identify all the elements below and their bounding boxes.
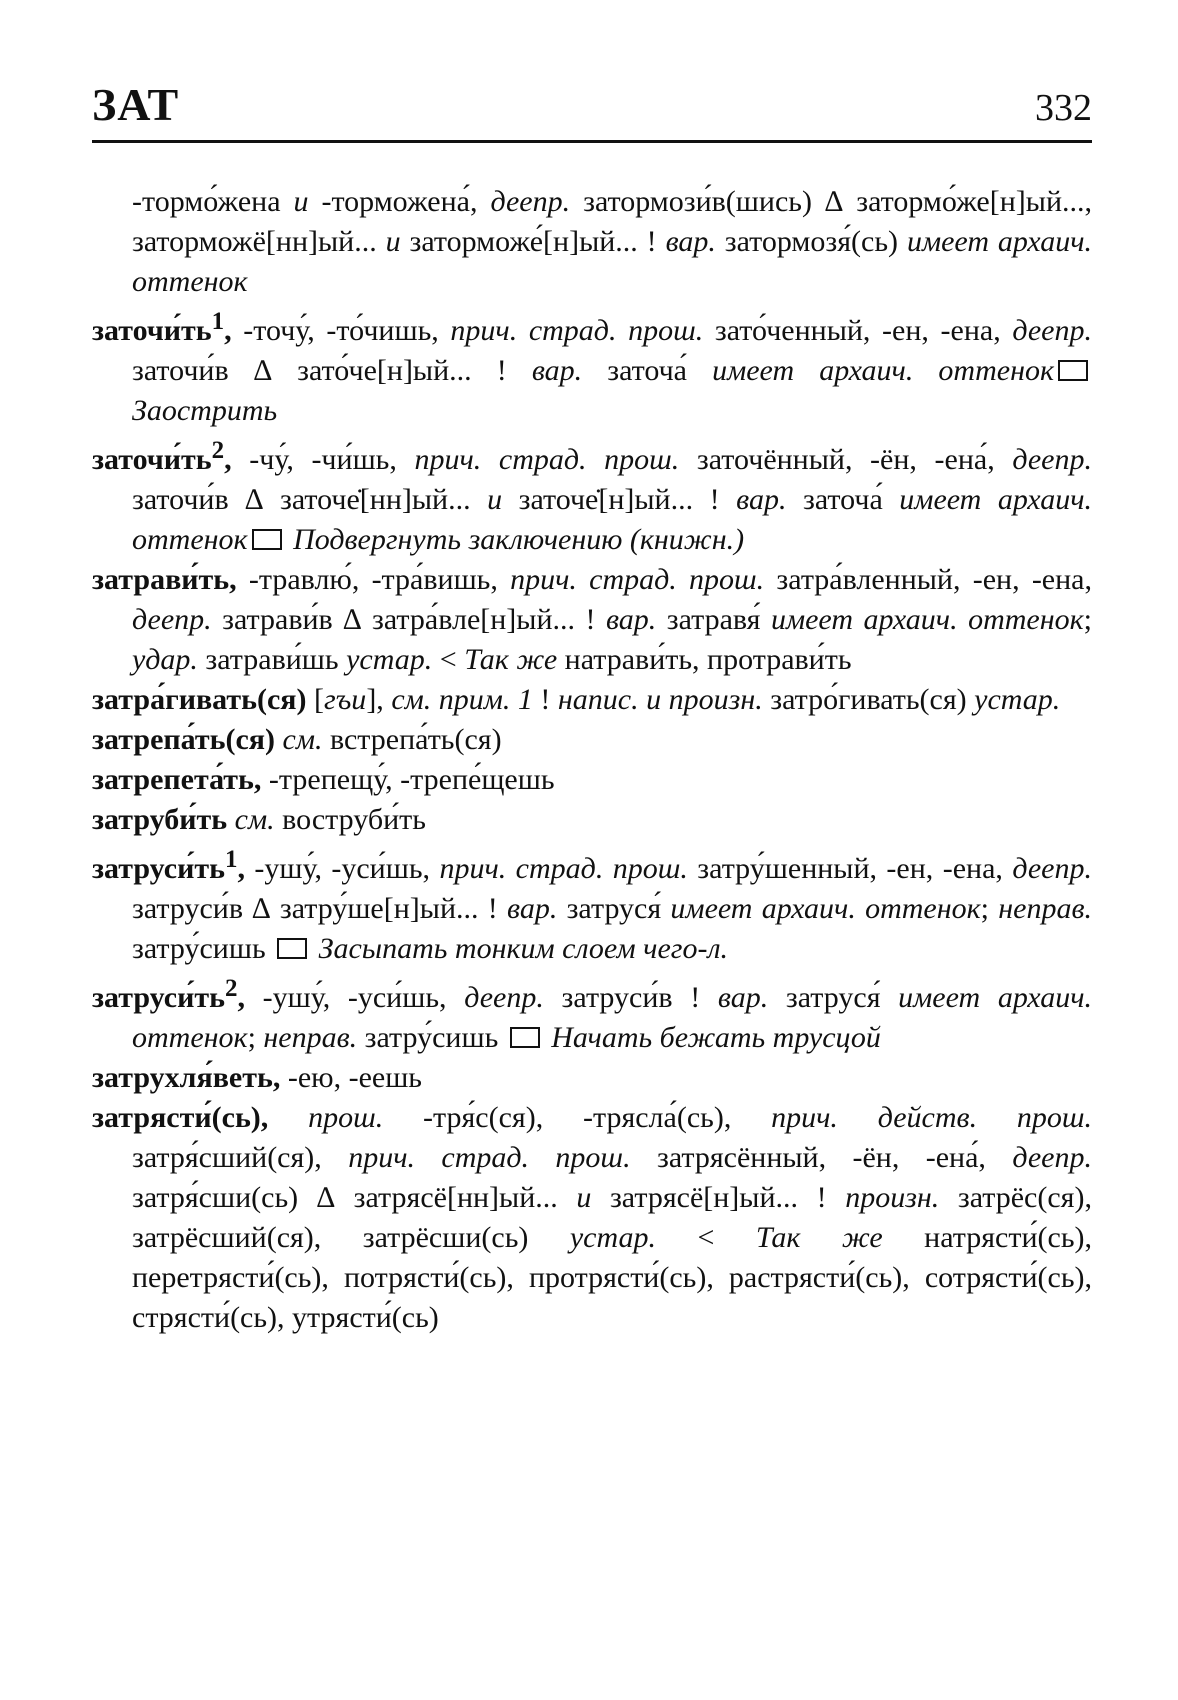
entry-text: затруси́в ! — [543, 981, 718, 1014]
label-italic: произн. — [845, 1181, 940, 1214]
entry-text: ; — [247, 1021, 264, 1054]
dictionary-entry — [92, 969, 1092, 1058]
entry-text: -трепещу́, -трепе́щешь — [261, 763, 555, 796]
label-italic: Так же — [755, 1221, 883, 1254]
headword: , — [224, 314, 232, 347]
label-italic: гъи — [324, 683, 367, 716]
label-italic: Заострить — [132, 394, 278, 427]
entry-text: -тря́с(ся), -трясла́(сь), — [383, 1101, 772, 1134]
dictionary-entry — [92, 1058, 1092, 1098]
label-italic: деепр. — [464, 981, 544, 1014]
entry-text — [227, 803, 235, 836]
label-italic: деепр. — [1012, 443, 1092, 476]
entry-text: затравя́ — [656, 603, 771, 636]
entry-text — [268, 1101, 308, 1134]
entry-text: -травлю́, -тра́вишь, — [236, 563, 511, 596]
label-italic: неправ. — [263, 1021, 358, 1054]
entry-text: заточи́в ∆ зато́че[н]ый... ! — [132, 354, 532, 387]
entry-text: затрясё[н]ый... ! — [591, 1181, 846, 1214]
entry-text: затря́сши(сь) ∆ затрясё[нн]ый... — [132, 1181, 577, 1214]
entry-text: заточа́ — [582, 354, 713, 387]
headword: затруби́ть — [92, 803, 228, 836]
homonym-index: 2 — [224, 975, 238, 1002]
entry-text: -ушу́, -уси́шь, — [244, 981, 465, 1014]
label-italic: и — [576, 1181, 592, 1214]
label-italic: имеет архаич. оттенок — [670, 892, 981, 925]
running-head-word: ЗАТ — [92, 79, 180, 130]
headword: , — [237, 852, 245, 885]
headword: затрепета́ть, — [92, 763, 262, 796]
label-italic: см. — [282, 723, 323, 756]
entry-text: затормози́в(шись) ∆ затормо́же[н]ый..., заторможё[нн]ый... — [132, 185, 1092, 258]
entry-text: натрави́ть, протрави́ть — [557, 643, 852, 676]
label-italic: вар. — [736, 483, 787, 516]
label-italic: устар. — [346, 643, 433, 676]
dictionary-entry — [92, 302, 1092, 431]
entry-text: воструби́ть — [274, 803, 426, 836]
label-italic: деепр. — [1012, 314, 1092, 347]
label-italic: деепр. — [490, 185, 571, 218]
entry-text: заторможе́[н]ый... ! — [400, 225, 666, 258]
headword: затруси́ть — [92, 981, 225, 1014]
label-italic: деепр. — [1012, 1141, 1092, 1174]
entry-text: -точу́, -то́чишь, — [231, 314, 451, 347]
dictionary-entry — [92, 800, 1092, 840]
headword: затрепа́ть(ся) — [92, 723, 276, 756]
definition-box-icon — [252, 529, 282, 550]
label-italic: Так же — [464, 643, 558, 676]
label-italic: и — [487, 483, 503, 516]
dictionary-entries — [92, 182, 1092, 1338]
entry-text: < — [432, 643, 465, 676]
headword: , — [237, 981, 245, 1014]
label-italic: имеет архаич. оттенок — [132, 225, 1093, 298]
label-italic: имеет архаич. оттенок — [132, 483, 1093, 556]
dictionary-entry — [92, 560, 1092, 680]
entry-text: затруси́в ∆ затру́ше[н]ый... ! — [132, 892, 507, 925]
dictionary-entry — [92, 760, 1092, 800]
homonym-index: 1 — [211, 308, 225, 335]
label-italic: Начать бежать трусцой — [551, 1021, 881, 1054]
entry-text: ], — [366, 683, 392, 716]
headword: затра́гивать(ся) — [92, 683, 307, 716]
entry-text: -ушу́, -уси́шь, — [244, 852, 440, 885]
entry-text: встрепа́ть(ся) — [322, 723, 502, 756]
dictionary-entry — [92, 720, 1092, 760]
label-italic: прич. страд. прош. — [414, 443, 680, 476]
entry-text: затрави́в ∆ затра́вле[н]ый... ! — [211, 603, 606, 636]
label-italic: неправ. — [998, 892, 1092, 925]
label-italic: вар. — [665, 225, 716, 258]
dictionary-entry — [92, 431, 1092, 560]
entry-text: затра́вленный, -ен, -ена, — [764, 563, 1092, 596]
headword: затрухля́веть, — [92, 1061, 281, 1094]
entry-text: натрясти́(сь), перетрясти́(сь), потрясти́(сь), протрясти́(сь), растрясти́(сь), сотрясти́(сь), стрясти́(сь), утрясти́(сь) — [132, 1221, 1092, 1334]
entry-text: затрёс(ся), затрёсший(ся), затрёсши(сь) — [132, 1181, 1092, 1254]
page-header — [92, 78, 1092, 138]
label-italic: вар. — [717, 981, 769, 1014]
dictionary-entry — [92, 1098, 1092, 1338]
entry-text: -торможена́, — [308, 185, 491, 218]
entry-text: затру́сишь — [132, 932, 274, 965]
dictionary-entry — [92, 840, 1092, 969]
entry-text: -тормо́жена — [132, 185, 294, 218]
entry-text: затруся́ — [768, 981, 899, 1014]
entry-text: затруся́ — [557, 892, 671, 925]
entry-text: [ — [306, 683, 325, 716]
label-italic: прич. страд. прош. — [348, 1141, 631, 1174]
label-italic: и — [385, 225, 401, 258]
label-italic: и — [293, 185, 309, 218]
headword: заточи́ть — [92, 443, 212, 476]
homonym-index: 2 — [211, 437, 225, 464]
entry-text: затрясённый, -ён, -ена́, — [630, 1141, 1013, 1174]
label-italic: имеет архаич. оттенок — [712, 354, 1054, 387]
headword: , — [224, 443, 232, 476]
label-italic: имеет архаич. оттенок — [132, 981, 1093, 1054]
label-italic: деепр. — [132, 603, 212, 636]
headword: затруси́ть — [92, 852, 225, 885]
label-italic: деепр. — [1012, 852, 1092, 885]
entry-text: < — [656, 1221, 756, 1254]
entry-text: ; — [980, 892, 999, 925]
entry-text: затру́шенный, -ен, -ена, — [687, 852, 1013, 885]
entry-text: ! — [532, 683, 558, 716]
label-italic: прош. — [308, 1101, 384, 1134]
headword: заточи́ть — [92, 314, 212, 347]
label-italic: вар. — [507, 892, 558, 925]
entry-text: заточе̇[н]ый... ! — [502, 483, 737, 516]
entry-text: зато́ченный, -ен, -ена, — [703, 314, 1013, 347]
entry-text: затру́сишь — [357, 1021, 506, 1054]
entry-text: затря́сший(ся), — [132, 1141, 349, 1174]
entry-text: ; — [1083, 603, 1092, 636]
label-italic: имеет архаич. оттенок — [770, 603, 1084, 636]
label-italic: устар. — [974, 683, 1061, 716]
label-italic: устар. — [569, 1221, 656, 1254]
entry-text: затормозя́(сь) — [715, 225, 907, 258]
label-italic: удар. — [132, 643, 198, 676]
page-number: 332 — [1035, 87, 1092, 129]
entry-text: -ею, -еешь — [280, 1061, 422, 1094]
label-italic: Засыпать тонким слоем чего-л. — [318, 932, 729, 965]
dictionary-entry — [92, 680, 1092, 720]
headword: затрясти́(сь), — [92, 1101, 269, 1134]
entry-continuation — [92, 182, 1092, 302]
label-italic: вар. — [531, 354, 583, 387]
entry-text: заточа́ — [786, 483, 900, 516]
label-italic: напис. и произн. — [557, 683, 763, 716]
entry-text: затрави́шь — [197, 643, 347, 676]
entry-text: заточённый, -ён, -ена́, — [679, 443, 1013, 476]
entry-text: заточи́в ∆ заточе̇[нн]ый... — [132, 483, 488, 516]
label-italic: вар. — [605, 603, 657, 636]
label-italic: см. — [234, 803, 275, 836]
homonym-index: 1 — [224, 846, 238, 873]
label-italic: прич. страд. прош. — [510, 563, 765, 596]
entry-text — [275, 723, 283, 756]
entry-text: -чу́, -чи́шь, — [231, 443, 415, 476]
definition-box-icon — [277, 938, 307, 959]
header-rule — [92, 140, 1092, 143]
label-italic: см. прим. 1 — [391, 683, 533, 716]
entry-text: затро́гивать(ся) — [762, 683, 975, 716]
label-italic: прич. действ. прош. — [771, 1101, 1092, 1134]
label-italic: прич. страд. прош. — [439, 852, 688, 885]
definition-box-icon — [510, 1027, 540, 1048]
label-italic: Подвергнуть заключению (книжн.) — [293, 523, 745, 556]
label-italic: прич. страд. прош. — [450, 314, 704, 347]
headword: затрави́ть, — [92, 563, 237, 596]
definition-box-icon — [1058, 360, 1088, 381]
